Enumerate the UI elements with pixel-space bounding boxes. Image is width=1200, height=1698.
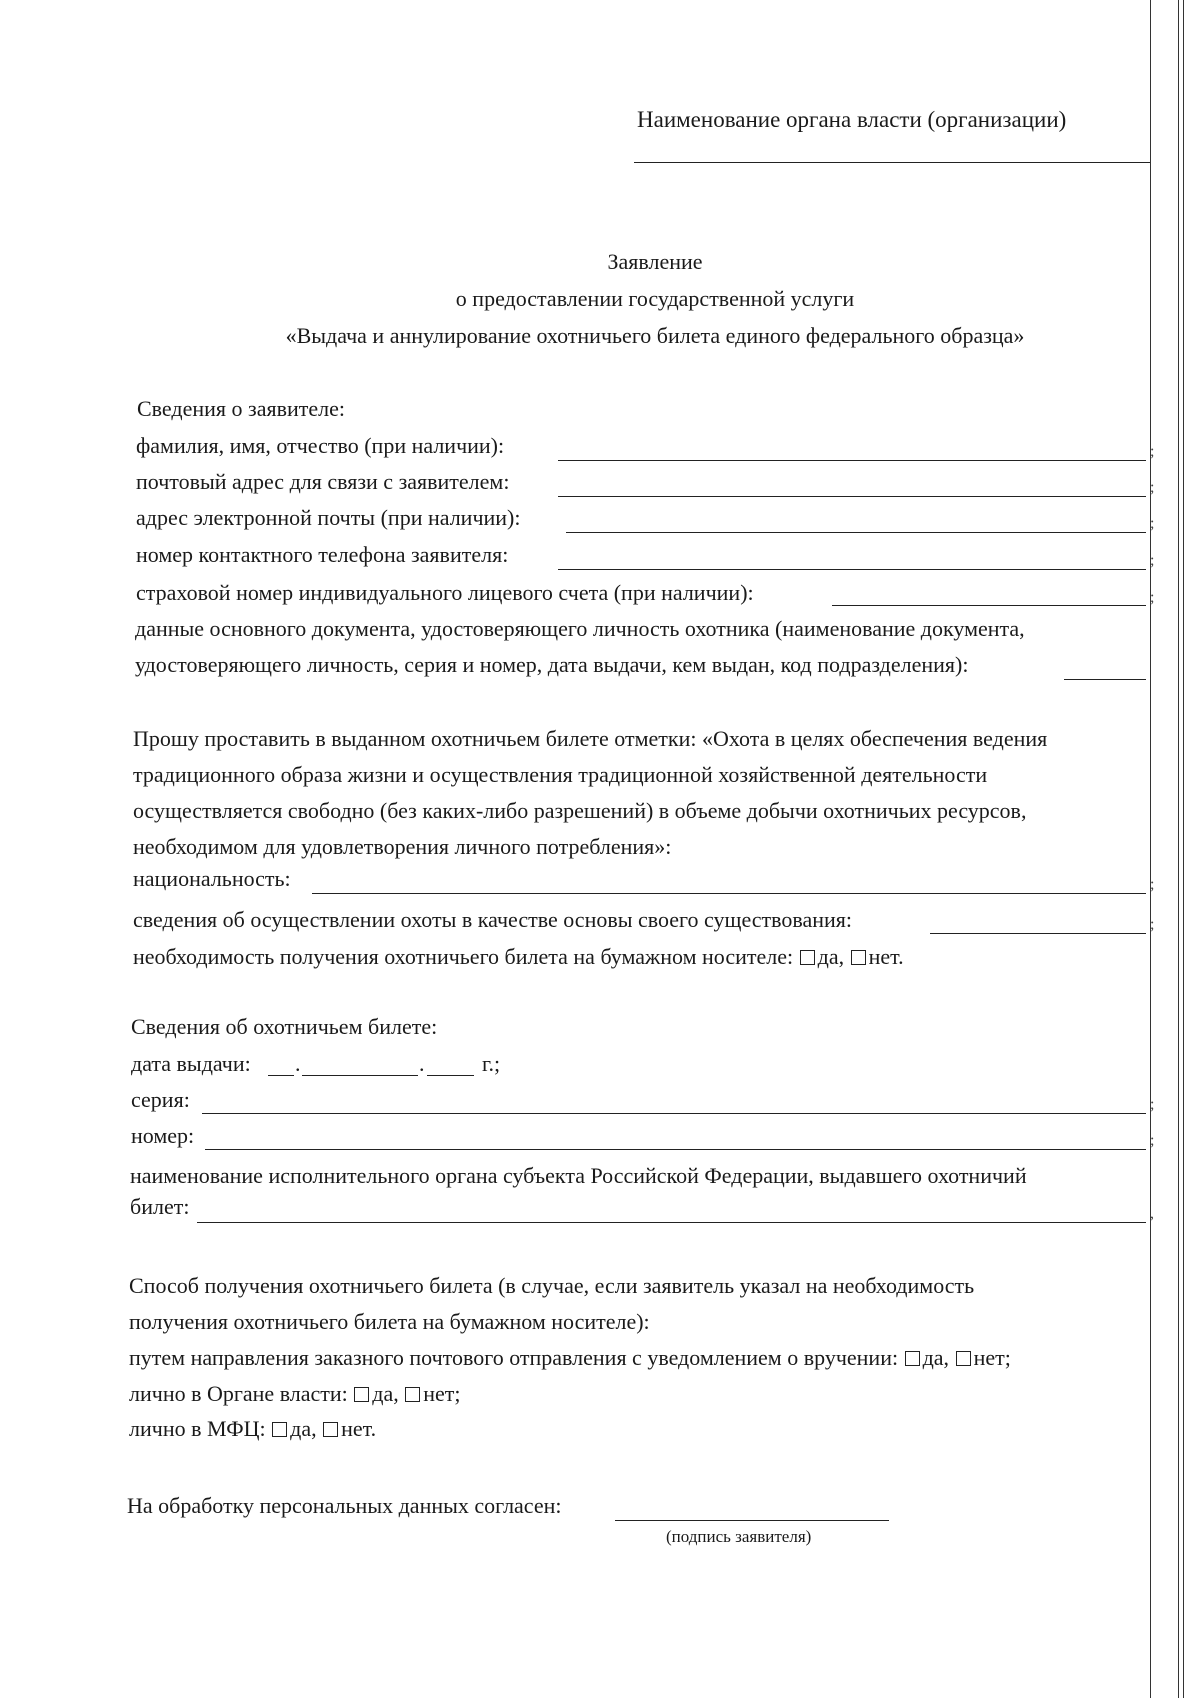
signature-caption: (подпись заявителя)	[666, 1527, 812, 1546]
delivery-mail-no-label: нет;	[973, 1345, 1011, 1370]
delivery-authority-row	[129, 1383, 461, 1405]
phone-field[interactable]	[558, 569, 1146, 570]
delivery-mail-no-checkbox[interactable]	[956, 1351, 971, 1366]
date-dot: .	[295, 1051, 301, 1076]
doc-service-name: «Выдача и аннулирование охотничьего билета единого федерального образца»	[285, 323, 1025, 348]
delivery-mfc-yes-checkbox[interactable]	[272, 1422, 287, 1437]
hunting-basis-field[interactable]	[930, 933, 1146, 934]
doc-title: Заявление	[607, 249, 703, 274]
paper-ticket-yes-checkbox[interactable]	[800, 950, 815, 965]
request-text-line3: осуществляется свободно (без каких-либо разрешений) в объеме добычи охотничьих ресурсов,	[133, 798, 1027, 823]
delivery-authority-no-label: нет;	[423, 1381, 461, 1406]
email-label: адрес электронной почты (при наличии):	[136, 505, 521, 530]
postal-address-label: почтовый адрес для связи с заявителем:	[136, 469, 510, 494]
applicant-heading: Сведения о заявителе:	[137, 396, 346, 421]
number-label: номер:	[131, 1123, 195, 1148]
paper-ticket-no-checkbox[interactable]	[851, 950, 866, 965]
phone-label: номер контактного телефона заявителя:	[136, 542, 509, 567]
delivery-mfc-no-label: нет.	[341, 1416, 377, 1441]
delivery-mail-row	[129, 1347, 1011, 1369]
request-text-line4: необходимом для удовлетворения личного потребления»:	[133, 834, 672, 859]
authority-label: Наименование органа власти (организации)	[637, 107, 1067, 132]
issuing-authority-label-line2: билет:	[130, 1194, 190, 1219]
delivery-mail-label: путем направления заказного почтового отправления с уведомлением о вручении:	[129, 1345, 899, 1370]
semicolon: ;	[1150, 1132, 1155, 1149]
delivery-authority-label: лично в Органе власти:	[129, 1381, 348, 1406]
semicolon: ;	[1150, 916, 1155, 933]
delivery-mfc-no-checkbox[interactable]	[323, 1422, 338, 1437]
paper-ticket-row	[133, 946, 904, 968]
issue-date-day-field[interactable]	[268, 1075, 294, 1076]
delivery-authority-yes-checkbox[interactable]	[354, 1387, 369, 1402]
year-suffix: г.;	[482, 1051, 501, 1076]
semicolon: ;	[1150, 479, 1155, 496]
semicolon: ;	[1150, 876, 1155, 893]
delivery-authority-no-checkbox[interactable]	[405, 1387, 420, 1402]
nationality-label: национальность:	[133, 866, 291, 891]
delivery-mail-yes-label: да,	[922, 1345, 950, 1370]
semicolon: ;	[1150, 443, 1155, 460]
delivery-mfc-label: лично в МФЦ:	[129, 1416, 266, 1441]
date-dot: .	[419, 1051, 425, 1076]
issue-date-label: дата выдачи:	[131, 1051, 251, 1076]
doc-subtitle: о предоставлении государственной услуги	[455, 286, 855, 311]
ticket-heading: Сведения об охотничьем билете:	[131, 1014, 438, 1039]
issue-date-year-field[interactable]	[427, 1075, 474, 1076]
id-doc-field[interactable]	[1064, 679, 1146, 680]
snils-label: страховой номер индивидуального лицевого счета (при наличии):	[136, 580, 754, 605]
signature-field[interactable]	[615, 1520, 889, 1521]
semicolon: ;	[1150, 515, 1155, 532]
series-label: серия:	[131, 1087, 190, 1112]
id-doc-label-line2: удостоверяющего личность, серия и номер, дата выдачи, кем выдан, код подразделения):	[135, 652, 969, 677]
consent-label: На обработку персональных данных согласен:	[127, 1493, 562, 1518]
comma: ,	[1150, 1205, 1154, 1222]
issue-date-month-field[interactable]	[302, 1075, 418, 1076]
request-text-line2: традиционного образа жизни и осуществления традиционной хозяйственной деятельности	[133, 762, 988, 787]
hunting-basis-label: сведения об осуществлении охоты в качестве основы своего существования:	[133, 907, 853, 932]
delivery-text-line2: получения охотничьего билета на бумажном носителе):	[129, 1309, 650, 1334]
postal-address-field[interactable]	[558, 496, 1146, 497]
delivery-authority-yes-label: да,	[372, 1381, 399, 1406]
request-text-line1: Прошу проставить в выданном охотничьем билете отметки: «Охота в целях обеспечения ведения	[133, 726, 1048, 751]
semicolon: ;	[1150, 552, 1155, 569]
full-name-label: фамилия, имя, отчество (при наличии):	[136, 433, 505, 458]
series-field[interactable]	[202, 1113, 1146, 1114]
paper-ticket-yes-label: да,	[817, 944, 845, 969]
semicolon: ;	[1150, 1096, 1155, 1113]
email-field[interactable]	[566, 532, 1146, 533]
issuing-authority-label-line1: наименование исполнительного органа субъекта Российской Федерации, выдавшего охотничий	[130, 1163, 1027, 1188]
nationality-field[interactable]	[312, 893, 1146, 894]
number-field[interactable]	[205, 1149, 1146, 1150]
paper-ticket-no-label: нет.	[868, 944, 904, 969]
id-doc-label-line1: данные основного документа, удостоверяющего личность охотника (наименование документа,	[135, 616, 1025, 641]
semicolon: ;	[1150, 589, 1155, 606]
full-name-field[interactable]	[558, 460, 1146, 461]
delivery-mail-yes-checkbox[interactable]	[905, 1351, 920, 1366]
issuing-authority-field[interactable]	[197, 1222, 1146, 1223]
delivery-mfc-row	[129, 1418, 376, 1440]
authority-name-field[interactable]	[634, 162, 1150, 163]
delivery-mfc-yes-label: да,	[290, 1416, 317, 1441]
paper-ticket-label: необходимость получения охотничьего билета на бумажном носителе:	[133, 944, 794, 969]
delivery-text-line1: Способ получения охотничьего билета (в случае, если заявитель указал на необходимость	[129, 1273, 975, 1298]
snils-field[interactable]	[832, 605, 1146, 606]
